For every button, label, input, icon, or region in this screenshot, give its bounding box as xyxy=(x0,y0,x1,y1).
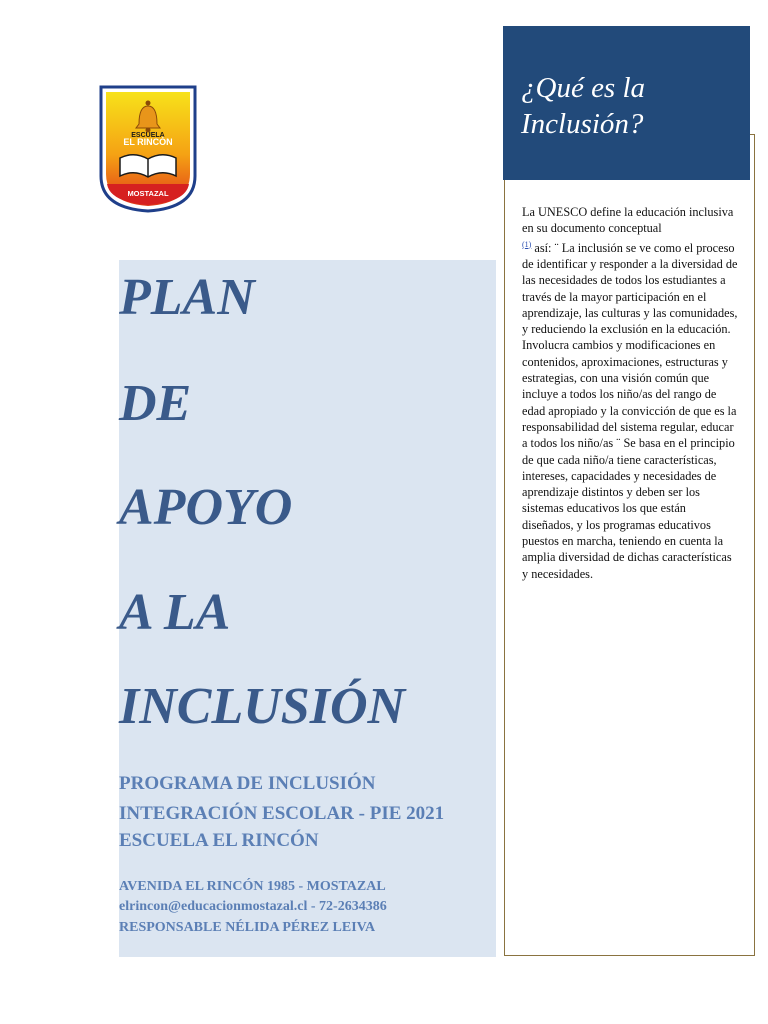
sidebar-body-rest: así: ¨ La inclusión se ve como el proceso de identificar y responder a la diversidad de las necesidades de todos los estudiantes a través de la mayor participación en el aprendizaje, las culturas y las comunidades, y reduciendo la exclusión en la educación. Involucra cambios y modificaciones en contenidos, aproximaciones, estructuras y estrategias, con una visión común que incluye a todos los niño/as del rango de edad apropiado y la convicción de que es la responsabilidad del sistema regular, educar a todos los niño/as ¨ Se basa en el principio de que cada niño/a tiene características, intereses, capacidades y necesidades de aprendizaje distintos y deben ser los sistemas educativos los que están diseñados, y los programas educativos puestos en marcha, teniendo en cuenta la amplia diversidad de dichas características y necesidades. xyxy=(522,240,738,581)
program-line-2: INTEGRACIÓN ESCOLAR - PIE 2021 xyxy=(119,803,445,824)
program-line-3: ESCUELA EL RINCÓN xyxy=(119,830,319,851)
school-logo xyxy=(98,84,198,214)
logo-bottom-text: MOSTAZAL xyxy=(127,189,169,198)
sidebar-title xyxy=(521,70,645,142)
logo-top-text: ESCUELA xyxy=(131,132,165,139)
contact-line: elrincon@educacionmostazal.cl - 72-2634386 xyxy=(119,899,387,914)
address-line: AVENIDA EL RINCÓN 1985 - MOSTAZAL xyxy=(119,879,386,894)
sidebar-title-line-1: ¿Qué es la xyxy=(521,72,646,104)
program-line-1: PROGRAMA DE INCLUSIÓN xyxy=(119,773,376,794)
cover-title-line-2: DE xyxy=(119,375,192,432)
sidebar-title-line-2: Inclusión? xyxy=(521,108,644,140)
sidebar-header xyxy=(503,26,750,180)
cover-title-line-5: INCLUSIÓN xyxy=(119,678,406,735)
footnote-link[interactable]: (1) xyxy=(522,239,532,249)
sidebar-body-intro: La UNESCO define la educación inclusiva en su documento conceptual xyxy=(522,205,734,236)
sidebar-body xyxy=(522,204,738,582)
cover-title-line-3: APOYO xyxy=(119,479,293,536)
logo-name: EL RINCÓN xyxy=(123,137,173,147)
cover-panel xyxy=(119,260,496,957)
cover-title-line-4: A LA xyxy=(119,584,231,641)
cover-title-line-1: PLAN xyxy=(119,269,255,326)
responsible-line: RESPONSABLE NÉLIDA PÉREZ LEIVA xyxy=(119,920,376,935)
